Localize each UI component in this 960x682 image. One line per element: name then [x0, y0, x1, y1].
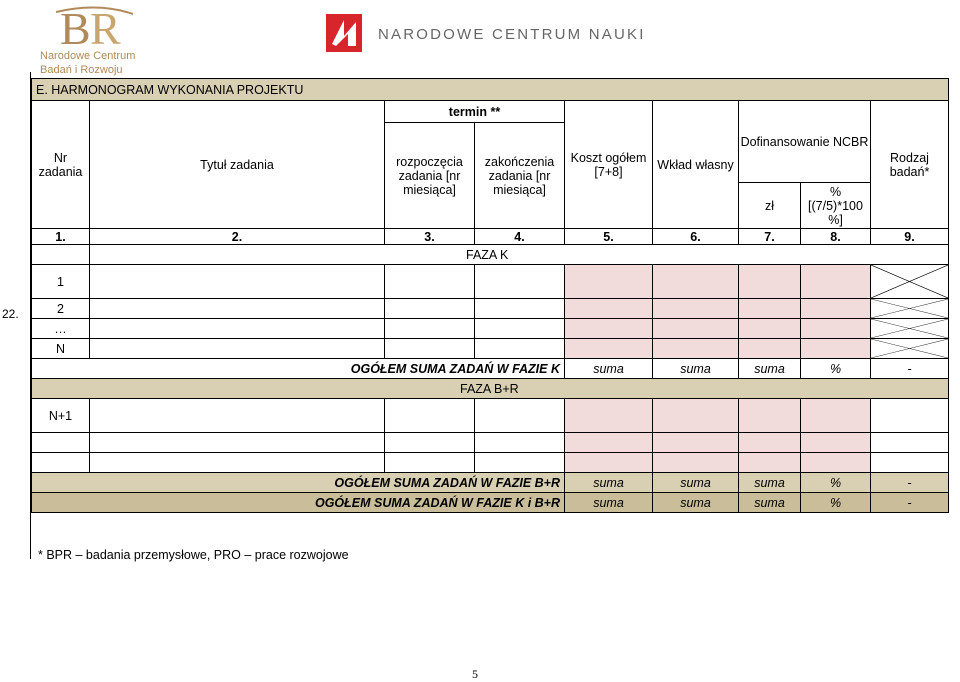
- task-zl-cell[interactable]: [739, 339, 801, 359]
- table-row: [32, 399, 949, 433]
- phase-k-total-pct: %: [801, 359, 871, 379]
- section-title-text: E. HARMONOGRAM WYKONANIA PROJEKTU: [36, 82, 304, 97]
- task-number: [32, 453, 90, 473]
- grand-total-own: suma: [653, 493, 739, 513]
- phase-k-total-zl: suma: [739, 359, 801, 379]
- ncbr-emblem-icon: [38, 2, 178, 78]
- task-start-cell[interactable]: [385, 433, 475, 453]
- task-end-cell[interactable]: [475, 265, 565, 299]
- col-num-7: 7.: [739, 229, 801, 245]
- table-row: [32, 265, 949, 299]
- task-title-cell[interactable]: [90, 433, 385, 453]
- task-number: N: [32, 339, 90, 359]
- schedule-table: [31, 78, 949, 513]
- phase-k-total-row: [32, 359, 949, 379]
- phase-br-total-label: [32, 473, 565, 493]
- task-title-cell[interactable]: [90, 453, 385, 473]
- phase-br-total-own: suma: [653, 473, 739, 493]
- task-cost-cell[interactable]: [565, 339, 653, 359]
- phase-k-total-label-text: OGÓŁEM SUMA ZADAŃ W FAZIE K: [350, 361, 560, 376]
- task-type-cell: [871, 339, 949, 359]
- phase-br-total-cost: suma: [565, 473, 653, 493]
- task-pct-cell[interactable]: [801, 339, 871, 359]
- task-pct-cell[interactable]: [801, 299, 871, 319]
- task-cost-cell[interactable]: [565, 453, 653, 473]
- task-title-cell[interactable]: [90, 319, 385, 339]
- task-zl-cell[interactable]: [739, 433, 801, 453]
- ncn-logo: [326, 14, 666, 56]
- task-zl-cell[interactable]: [739, 265, 801, 299]
- phase-k-label: [90, 245, 949, 265]
- task-cost-cell[interactable]: [565, 319, 653, 339]
- task-type-cell[interactable]: [871, 453, 949, 473]
- task-own-cell[interactable]: [653, 453, 739, 473]
- phase-k-total-label: [32, 359, 565, 379]
- task-title-cell[interactable]: [90, 265, 385, 299]
- task-own-cell[interactable]: [653, 265, 739, 299]
- task-start-cell[interactable]: [385, 453, 475, 473]
- task-number: …: [32, 319, 90, 339]
- task-start-cell[interactable]: [385, 265, 475, 299]
- phase-k-label-text: FAZA K: [466, 247, 509, 262]
- task-zl-cell[interactable]: [739, 453, 801, 473]
- task-end-cell[interactable]: [475, 319, 565, 339]
- task-end-cell[interactable]: [475, 339, 565, 359]
- header-own: Wkład własny: [653, 101, 739, 229]
- task-own-cell[interactable]: [653, 433, 739, 453]
- table-row: [32, 319, 949, 339]
- col-num-5: 5.: [565, 229, 653, 245]
- task-cost-cell[interactable]: [565, 433, 653, 453]
- header-title: Tytuł zadania: [90, 101, 385, 229]
- ncn-text: NARODOWE CENTRUM NAUKI: [378, 26, 646, 43]
- task-end-cell[interactable]: [475, 399, 565, 433]
- phase-br-label: [32, 379, 949, 399]
- task-number: 2: [32, 299, 90, 319]
- phase-k-total-type: -: [871, 359, 949, 379]
- header-nr: Nr zadania: [32, 101, 90, 229]
- footnote: * BPR – badania przemysłowe, PRO – prace rozwojowe: [38, 548, 349, 562]
- col-num-1: 1.: [32, 229, 90, 245]
- task-type-cell: [871, 265, 949, 299]
- task-number: N+1: [32, 399, 90, 433]
- ncbr-logo: [38, 2, 178, 78]
- section-title: [32, 79, 949, 101]
- task-type-cell[interactable]: [871, 433, 949, 453]
- ncn-flag-icon: [326, 14, 362, 52]
- phase-k-total-own: suma: [653, 359, 739, 379]
- task-type-cell: [871, 319, 949, 339]
- header-end: zakończenia zadania [nr miesiąca]: [475, 123, 565, 229]
- col-num-4: 4.: [475, 229, 565, 245]
- header-cost: Koszt ogółem [7+8]: [565, 101, 653, 229]
- task-title-cell[interactable]: [90, 339, 385, 359]
- task-type-cell[interactable]: [871, 399, 949, 433]
- header-start: rozpoczęcia zadania [nr miesiąca]: [385, 123, 475, 229]
- grand-total-row: [32, 493, 949, 513]
- task-pct-cell[interactable]: [801, 453, 871, 473]
- phase-br-total-zl: suma: [739, 473, 801, 493]
- task-start-cell[interactable]: [385, 319, 475, 339]
- row-number: 22.: [2, 307, 19, 321]
- grand-total-label-text: OGÓŁEM SUMA ZADAŃ W FAZIE K i B+R: [314, 495, 560, 510]
- phase-br-total-type: -: [871, 473, 949, 493]
- task-pct-cell[interactable]: [801, 319, 871, 339]
- col-num-3: 3.: [385, 229, 475, 245]
- task-pct-cell[interactable]: [801, 399, 871, 433]
- task-zl-cell[interactable]: [739, 399, 801, 433]
- header-cofin: Dofinansowanie NCBR: [739, 101, 871, 183]
- col-num-2: 2.: [90, 229, 385, 245]
- task-zl-cell[interactable]: [739, 299, 801, 319]
- col-num-9: 9.: [871, 229, 949, 245]
- svg-text:R: R: [90, 3, 121, 54]
- task-title-cell[interactable]: [90, 299, 385, 319]
- phase-br-total-row: [32, 473, 949, 493]
- phase-br-total-label-text: OGÓŁEM SUMA ZADAŃ W FAZIE B+R: [334, 475, 560, 490]
- task-start-cell[interactable]: [385, 299, 475, 319]
- ncbr-text-1: Narodowe Centrum: [40, 50, 136, 62]
- task-own-cell[interactable]: [653, 399, 739, 433]
- task-cost-cell[interactable]: [565, 299, 653, 319]
- task-pct-cell[interactable]: [801, 433, 871, 453]
- phase-k-total-cost: suma: [565, 359, 653, 379]
- header-termin: termin **: [385, 101, 565, 123]
- svg-text:B: B: [60, 3, 91, 54]
- task-own-cell[interactable]: [653, 299, 739, 319]
- table-row: [32, 299, 949, 319]
- task-cost-cell[interactable]: [565, 265, 653, 299]
- task-number: 1: [32, 265, 90, 299]
- phase-br-label-text: FAZA B+R: [460, 381, 519, 396]
- header-zl: zł: [739, 183, 801, 229]
- task-pct-cell[interactable]: [801, 265, 871, 299]
- table-row: [32, 453, 949, 473]
- task-title-cell[interactable]: [90, 399, 385, 433]
- task-start-cell[interactable]: [385, 399, 475, 433]
- col-num-6: 6.: [653, 229, 739, 245]
- task-cost-cell[interactable]: [565, 399, 653, 433]
- header-type: Rodzaj badań*: [871, 101, 949, 229]
- page-number: 5: [472, 667, 478, 681]
- task-end-cell[interactable]: [475, 433, 565, 453]
- task-end-cell[interactable]: [475, 453, 565, 473]
- ncbr-text-2: Badań i Rozwoju: [40, 64, 123, 76]
- col-num-8: 8.: [801, 229, 871, 245]
- grand-total-label: [32, 493, 565, 513]
- grand-total-pct: %: [801, 493, 871, 513]
- header-pct: % [(7/5)*100 %]: [801, 183, 871, 229]
- task-number: [32, 433, 90, 453]
- table-row: [32, 339, 949, 359]
- table-row: [32, 433, 949, 453]
- grand-total-zl: suma: [739, 493, 801, 513]
- grand-total-cost: suma: [565, 493, 653, 513]
- task-own-cell[interactable]: [653, 339, 739, 359]
- task-end-cell[interactable]: [475, 299, 565, 319]
- task-own-cell[interactable]: [653, 319, 739, 339]
- task-zl-cell[interactable]: [739, 319, 801, 339]
- task-type-cell: [871, 299, 949, 319]
- grand-total-type: -: [871, 493, 949, 513]
- task-start-cell[interactable]: [385, 339, 475, 359]
- phase-br-total-pct: %: [801, 473, 871, 493]
